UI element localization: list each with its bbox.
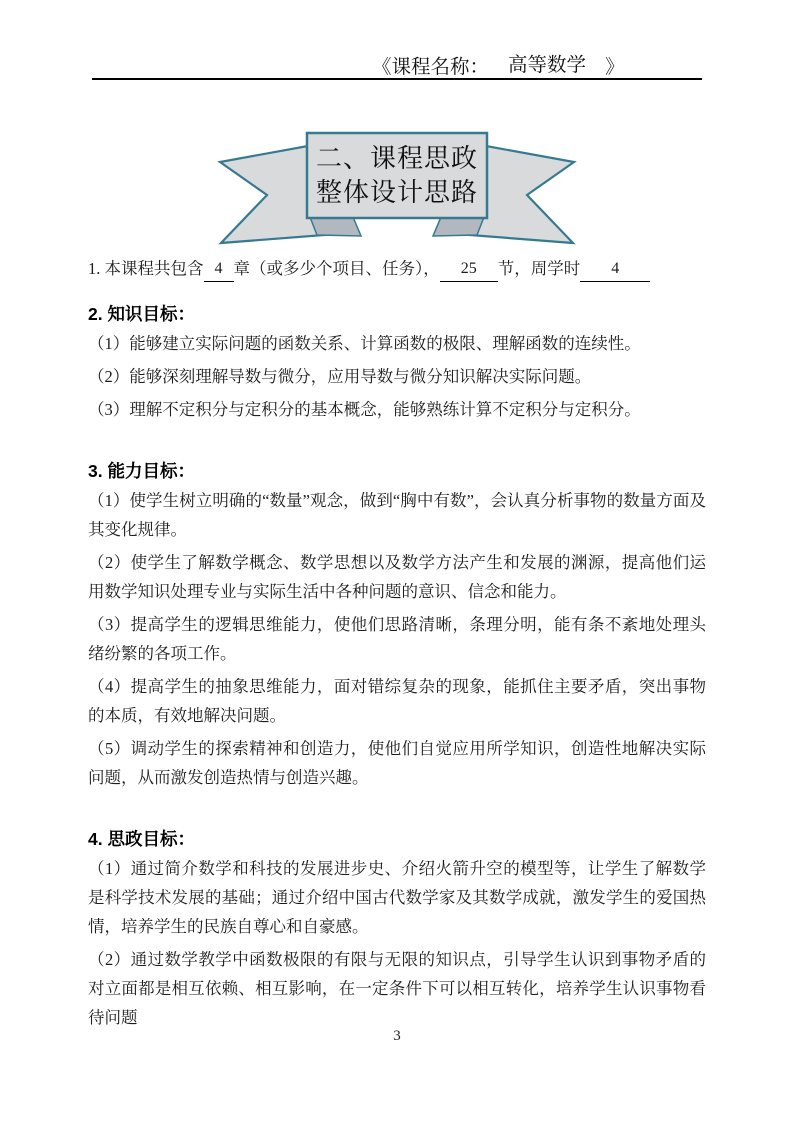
ability-goal-item-1: （1）使学生树立明确的“数量”观念，做到“胸中有数”，会认真分析事物的数量方面及其变化规律。: [88, 491, 706, 539]
ability-goal-item-4: （4）提高学生的抽象思维能力，面对错综复杂的现象，能抓住主要矛盾，突出事物的本质，有效地解决问题。: [88, 677, 706, 725]
section-heading-ability-goals: 3. 能力目标：: [88, 461, 195, 481]
overview-seg-2: 章（或多少个项目、任务），: [233, 259, 440, 278]
ideological-goal-item-2: （2）通过数学教学中函数极限的有限与无限的知识点，引导学生认识到事物矛盾的对立面都是相互依赖、相互影响，在一定条件下可以相互转化，培养学生认识事物看待问题: [88, 950, 706, 1027]
header-course-title: [372, 54, 625, 80]
banner-title-line2: 整体设计思路: [315, 177, 478, 207]
page-number: 3: [393, 1028, 401, 1044]
chapter-count-blank: 4: [204, 257, 234, 282]
header-divider: [92, 78, 702, 80]
course-name-blank: 高等数学: [489, 54, 605, 80]
overview-seg-1: 1. 本课程共包含: [88, 259, 204, 278]
section-heading-ideological-goals: 4. 思政目标：: [88, 829, 195, 849]
ability-goal-item-5: （5）调动学生的探索精神和创造力，使他们自觉应用所学知识，创造性地解决实际问题，从而激发创造热情与创造兴趣。: [88, 739, 706, 787]
overview-seg-3: 节，周学时: [497, 259, 581, 278]
header-title-suffix: 》: [605, 57, 625, 78]
header-title-prefix: 《课程名称：: [372, 57, 490, 78]
course-overview-line: [88, 256, 706, 282]
document-body: [88, 256, 706, 1036]
ribbon-left-fold: [310, 217, 361, 236]
ability-goal-item-3: （3）提高学生的逻辑思维能力，使他们思路清晰，条理分明，能有条不紊地处理头绪纷繁的各项工作。: [88, 615, 706, 663]
knowledge-goal-item-1: （1）能够建立实际问题的函数关系、计算函数的极限、理解函数的连续性。: [88, 334, 641, 353]
section-banner: [214, 124, 580, 252]
section-count-blank: 25: [440, 257, 498, 282]
banner-title: [307, 133, 487, 218]
ribbon-right-fold: [433, 217, 484, 236]
banner-title-line1: 二、课程思政: [315, 143, 478, 173]
section-heading-knowledge-goals: 2. 知识目标：: [88, 304, 195, 324]
knowledge-goal-item-3: （3）理解不定积分与定积分的基本概念，能够熟练计算不定积分与定积分。: [88, 400, 641, 419]
ideological-goal-item-1: （1）通过简介数学和科技的发展进步史、介绍火箭升空的模型等，让学生了解数学是科学技术发展的基础；通过介绍中国古代数学家及其数学成就，激发学生的爱国热情，培养学生的民族自尊心和自豪感。: [88, 859, 706, 936]
knowledge-goal-item-2: （2）能够深刻理解导数与微分，应用导数与微分知识解决实际问题。: [88, 367, 592, 386]
weekly-hours-blank: 4: [580, 257, 650, 282]
ability-goal-item-2: （2）使学生了解数学概念、数学思想以及数学方法产生和发展的渊源，提高他们运用数学知识处理专业与实际生活中各种问题的意识、信念和能力。: [88, 553, 706, 601]
